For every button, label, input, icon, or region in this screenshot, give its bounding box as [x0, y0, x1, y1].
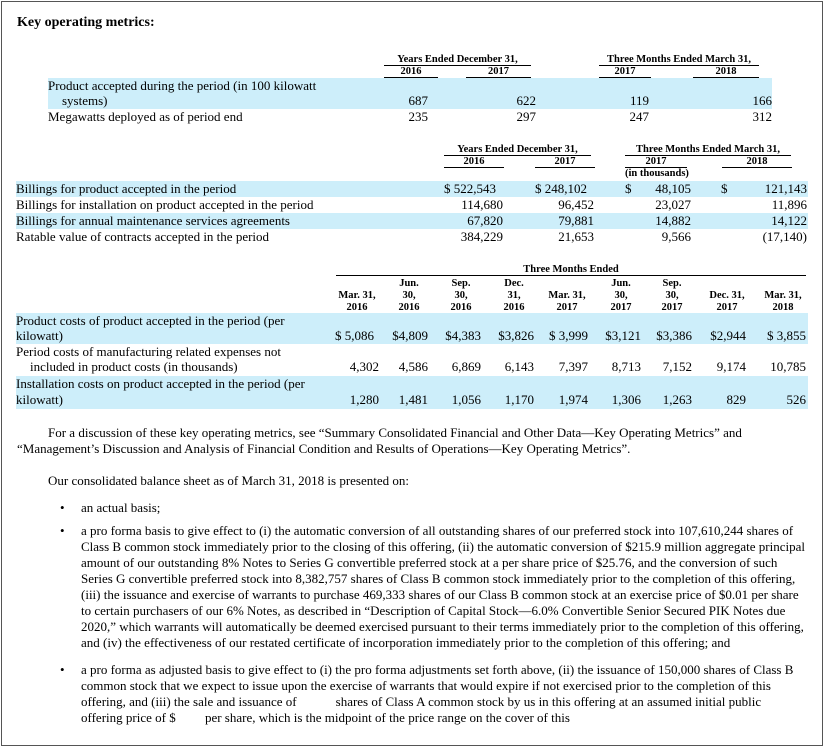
- discussion-paragraph: For a discussion of these key operating metrics, see “Summary Consolidated Financial and Other Data—Key Operating Metrics” and: [48, 425, 742, 440]
- discussion-paragraph-cont: “Management’s Discussion and Analysis of Financial Condition and Results of Operations—Key Operating Metrics”.: [17, 441, 631, 456]
- table3-col-header: Dec. 31, 2016: [503, 278, 525, 313]
- table-row: Product costs of product accepted in the period (per kilowatt) $ 5,086 $4,809 $4,383 $3,826 $ 3,999 $3,121 $3,386 $2,944 $ 3,855: [16, 313, 806, 343]
- table1-col-header: 2017: [466, 66, 531, 78]
- table-row: Billings for annual maintenance services agreements 67,820 79,881 14,882 14,122: [16, 213, 807, 228]
- bullet-marker: •: [60, 500, 65, 515]
- table3-col-header: Mar. 31, 2017: [548, 290, 586, 313]
- table-row: Megawatts deployed as of period end 235 297 247 312: [48, 109, 772, 124]
- table2-col-header: 2017: [535, 156, 595, 168]
- table3-col-header: Sep. 30, 2016: [450, 278, 472, 313]
- table3-col-header: Dec. 31, 2017: [709, 290, 745, 313]
- table3-col-header: Mar. 31, 2016: [338, 290, 376, 313]
- bullet-item-pro-forma-adjusted: a pro forma as adjusted basis to give effect to (i) the pro forma adjustments set forth above, (ii) the issuance of 150,000 shares of Class B common stock that we expect to issue upon the exercise of warrants that would expire if not exercised prior to the completion of this offering, and (iii) the sale and issuance of shares of Class A common stock by us in this offering at an assumed initial public offering price of $ per share, which is the midpoint of the price range on the cover of this: [81, 662, 794, 725]
- table2-col-header: 2016: [444, 156, 504, 168]
- table2-col-header: 2017: [625, 156, 687, 168]
- table2-unit-note: (in thousands): [625, 168, 689, 179]
- section-heading: Key operating metrics:: [17, 15, 155, 30]
- table-row: Product accepted during the period (in 100 kilowatt systems) 687 622 119 166: [48, 78, 772, 108]
- table1-group-header: Years Ended December 31,: [384, 54, 531, 66]
- table3-col-header: Mar. 31, 2018: [764, 290, 802, 313]
- balance-intro: Our consolidated balance sheet as of March 31, 2018 is presented on:: [48, 473, 410, 488]
- table3-col-header: Jun. 30, 2016: [398, 278, 420, 313]
- table1-col-header: 2017: [599, 66, 651, 78]
- table2-group-header: Years Ended December 31,: [444, 144, 591, 156]
- bullet-marker: •: [60, 523, 65, 538]
- table1-group-header: Three Months Ended March 31,: [599, 54, 759, 66]
- table-row: Installation costs on product accepted in the period (per kilowatt) 1,280 1,481 1,056 1,170 1,974 1,306 1,263 829 526: [16, 376, 806, 407]
- table1-col-header: 2018: [693, 66, 759, 78]
- table-row: Ratable value of contracts accepted in the period 384,229 21,653 9,566 (17,140): [16, 229, 807, 244]
- table3-group-header: Three Months Ended: [336, 264, 806, 276]
- bullet-marker: •: [60, 662, 65, 677]
- bullet-item-actual: an actual basis;: [81, 500, 161, 515]
- table2-col-header: 2018: [722, 156, 792, 168]
- table-row: Billings for installation on product accepted in the period 114,680 96,452 23,027 11,896: [16, 197, 807, 212]
- table2-group-header: Three Months Ended March 31,: [625, 144, 791, 156]
- bullet-item-pro-forma: a pro forma basis to give effect to (i) the automatic conversion of all outstanding shares of our preferred stock into 107,610,244 shares of Class B common stock immediately prior to the closing of this offering, (ii) the automatic conversion of $215.9 million aggregate principal amount of our outstanding 8% Notes to Series G convertible preferred stock at a per share price of $25.76, and the conversion of such Series G convertible preferred stock into 8,382,757 shares of Class B common stock immediately prior to the completion of this offering, (iii) the issuance and exercise of warrants to purchase 469,333 shares of our Class B common stock at an exercise price of $0.01 per share to certain purchasers of our 6% Notes, as described in “Description of Capital Stock—6.0% Convertible Senior Secured PIK Notes due 2020,” which warrants will automatically be deemed exercised pursuant to their terms immediately prior to the completion of this offering, and (iv) the effectiveness of our restated certificate of incorporation immediately prior to the completion of this offering; and: [81, 523, 805, 650]
- table1-col-header: 2016: [384, 66, 438, 78]
- table-row: Period costs of manufacturing related expenses not included in product costs (in thousands) 4,302 4,586 6,869 6,143 7,397 8,713 7,152 9,174 10,785: [16, 344, 806, 374]
- table3-col-header: Jun. 30, 2017: [610, 278, 632, 313]
- table3-col-header: Sep. 30, 2017: [661, 278, 683, 313]
- table-row: Billings for product accepted in the period $ 522,543 $ 248,102 $ 48,105 $ 121,143: [16, 181, 807, 196]
